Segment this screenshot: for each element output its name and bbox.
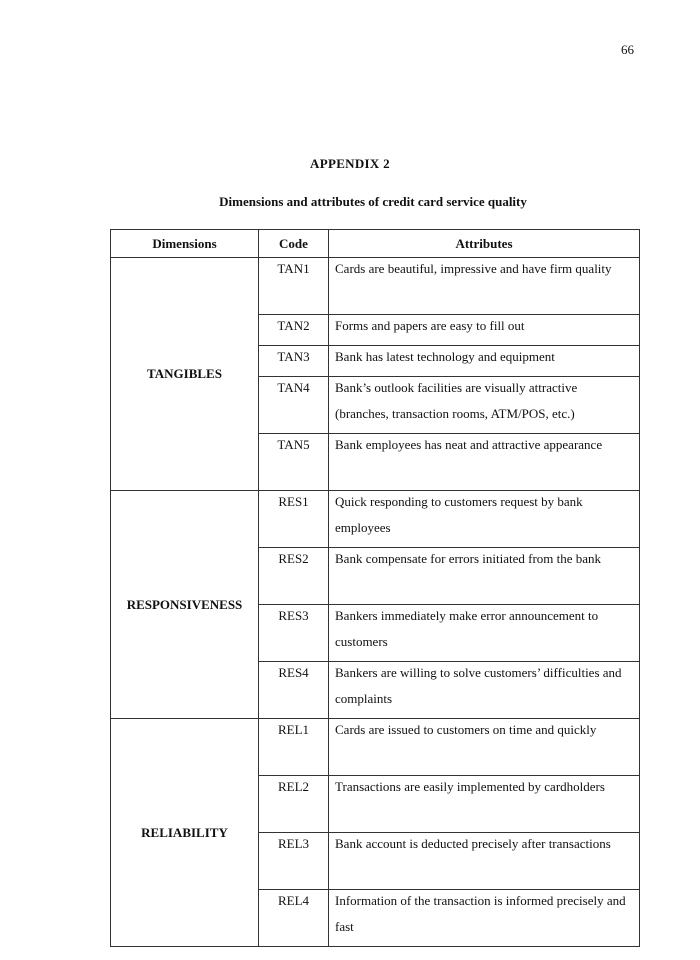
- code-cell: RES1: [259, 491, 329, 548]
- attribute-cell: Quick responding to customers request by bank employees: [329, 491, 640, 548]
- attribute-cell: Bank employees has neat and attractive appearance: [329, 434, 640, 491]
- code-cell: TAN3: [259, 346, 329, 377]
- attribute-cell: Bankers are willing to solve customers’ difficulties and complaints: [329, 662, 640, 719]
- header-code: Code: [259, 230, 329, 258]
- attribute-cell: Information of the transaction is informed precisely and fast: [329, 890, 640, 947]
- page-number: 66: [621, 42, 634, 57]
- dimension-tangibles: TANGIBLES: [111, 258, 259, 491]
- code-cell: REL2: [259, 776, 329, 833]
- attribute-cell: Bank has latest technology and equipment: [329, 346, 640, 377]
- code-cell: REL1: [259, 719, 329, 776]
- table-row: [111, 719, 640, 776]
- attribute-cell: Bank account is deducted precisely after transactions: [329, 833, 640, 890]
- table-row: [111, 258, 640, 315]
- dimension-responsiveness: RESPONSIVENESS: [111, 491, 259, 719]
- attribute-cell: Bankers immediately make error announcement to customers: [329, 605, 640, 662]
- code-cell: RES3: [259, 605, 329, 662]
- attribute-cell: Bank’s outlook facilities are visually attractive (branches, transaction rooms, ATM/POS, etc.): [329, 377, 640, 434]
- table-header-row: [111, 230, 640, 258]
- code-cell: REL4: [259, 890, 329, 947]
- header-attributes: Attributes: [329, 230, 640, 258]
- attribute-cell: Bank compensate for errors initiated from the bank: [329, 548, 640, 605]
- attribute-cell: Transactions are easily implemented by cardholders: [329, 776, 640, 833]
- attribute-cell: Cards are beautiful, impressive and have firm quality: [329, 258, 640, 315]
- code-cell: RES2: [259, 548, 329, 605]
- code-cell: TAN1: [259, 258, 329, 315]
- code-cell: TAN4: [259, 377, 329, 434]
- service-quality-table: [110, 229, 640, 947]
- attribute-cell: Cards are issued to customers on time and quickly: [329, 719, 640, 776]
- attribute-cell: Forms and papers are easy to fill out: [329, 315, 640, 346]
- code-cell: RES4: [259, 662, 329, 719]
- table-title: Dimensions and attributes of credit card service quality: [219, 194, 527, 209]
- code-cell: TAN5: [259, 434, 329, 491]
- table-row: [111, 491, 640, 548]
- header-dimensions: Dimensions: [111, 230, 259, 258]
- code-cell: REL3: [259, 833, 329, 890]
- dimension-reliability: RELIABILITY: [111, 719, 259, 947]
- code-cell: TAN2: [259, 315, 329, 346]
- appendix-title: APPENDIX 2: [310, 156, 390, 171]
